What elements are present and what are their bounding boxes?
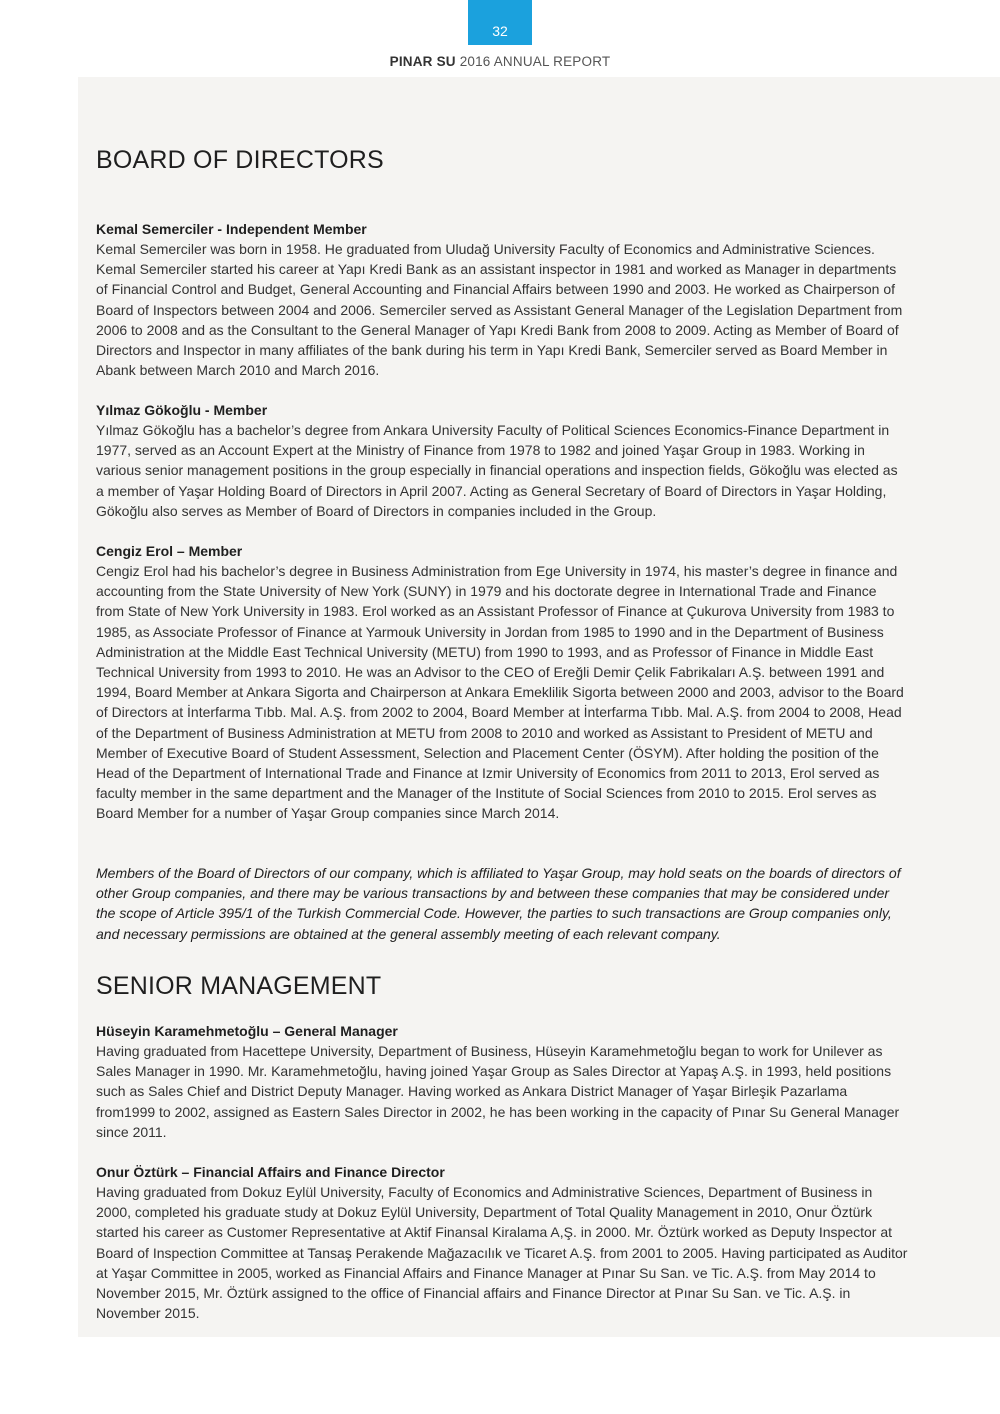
member-bio: Having graduated from Hacettepe University, Department of Business, Hüseyin Karamehmetoğlu began to work for Unilever as Sales Manager in 1990. Mr. Karamehmetoğlu, having joined Yaşar Group as Sales Director at Yapaş A.Ş. in 1993, held positions such as Sales Chief and District Deputy Manager. Having worked as Ankara District Manager of Yaşar Birleşik Pazarlama from1999 to 2002, assigned as Eastern Sales Director in 2002, he has been working in the capacity of Pınar Su General Manager since 2011. bbox=[96, 1043, 900, 1140]
member-name: Kemal Semerciler - Independent Member bbox=[96, 221, 367, 237]
member-name: Onur Öztürk – Financial Affairs and Finance Director bbox=[96, 1164, 445, 1180]
senior-management-title: SENIOR MANAGEMENT bbox=[96, 972, 382, 1000]
page-number: 32 bbox=[492, 23, 508, 39]
board-member-3 bbox=[96, 541, 908, 824]
page-number-tab bbox=[468, 0, 532, 45]
member-bio: Kemal Semerciler was born in 1958. He graduated from Uludağ University Faculty of Economics and Administrative Sciences. Kemal Semerciler started his career at Yapı Kredi Bank as an assistant inspector in 1981 and worked as Manager in departments of Financial Control and Budget, General Accounting and Financial Affairs between 1990 and 2003. He worked as Chairperson of Board of Inspectors between 2004 and 2006. Semerciler served as Assistant General Manager of the Legislation Department from 2006 to 2008 and as the Consultant to the General Manager of Yapı Kredi Bank from 2008 to 2009. Acting as Member of Board of Directors and Inspector in many affiliates of the bank during his term in Yapı Kredi Bank, Semerciler served as Board Member in Abank between March 2010 and March 2016. bbox=[96, 241, 903, 379]
member-bio: Cengiz Erol had his bachelor’s degree in Business Administration from Ege University in 1974, his master’s degree in finance and accounting from the State University of New York (SUNY) in 1979 and his doctorate degree in International Trade and Finance from State of New York University in 1983. Erol worked as an Assistant Professor of Finance at Çukurova University from 1983 to 1985, as Associate Professor of Finance at Yarmouk University in Jordan from 1985 to 1990 and in the Department of Business Administration at the Middle East Technical University (METU) from 1990 to 1993, and as Professor of Finance in Middle East Technical University from 1993 to 2010. He was an Advisor to the CEO of Ereğli Demir Çelik Fabrikaları A.Ş. between 1991 and 1994, Board Member at Ankara Sigorta and Chairperson at Ankara Emeklilik Sigorta between 2000 and 2003, advisor to the Board of Directors at İnterfarma Tıbb. Mal. A.Ş. from 2002 to 2004, Board Member at İnterfarma Tıbb. Mal. A.Ş. from 2004 to 2008, Head of the Department of Business Administration at METU from 2008 to 2010 and worked as Assistant to President of METU and Member of Executive Board of Student Assessment, Selection and Placement Center (ÖSYM). After holding the position of the Head of the Department of International Trade and Finance at Izmir University of Economics from 2011 to 2013, Erol served as faculty member in the same department and the Manager of the Institute of Social Sciences from 2010 to 2015. Erol serves as Board Member for a number of Yaşar Group companies since March 2014. bbox=[96, 563, 904, 822]
affiliation-note: Members of the Board of Directors of our company, which is affiliated to Yaşar Group, may hold seats on the boards of directors of other Group companies, and there may be various transactions by and between these companies that may be considered under the scope of Article 395/1 of the Turkish Commercial Code. However, the parties to such transactions are Group companies only, and necessary permissions are obtained at the general assembly meeting of each relevant company. bbox=[96, 865, 901, 942]
member-name: Cengiz Erol – Member bbox=[96, 543, 243, 559]
senior-member-1 bbox=[96, 1021, 908, 1142]
board-member-2 bbox=[96, 400, 908, 521]
member-bio: Yılmaz Gökoğlu has a bachelor’s degree from Ankara University Faculty of Political Sciences Economics-Finance Department in 1977, served as an Account Expert at the Ministry of Finance from 1978 to 1982 and joined Yaşar Group in 1983. Working in various senior management positions in the group especially in financial operations and inspection fields, Gökoğlu was elected as a member of Yaşar Holding Board of Directors in April 2007. Acting as General Secretary of Board of Directors in Yaşar Holding, Gökoğlu also serves as Member of Board of Directors in companies included in the Group. bbox=[96, 422, 898, 519]
board-of-directors-title: BOARD OF DIRECTORS bbox=[96, 146, 384, 174]
brand-name: PINAR SU bbox=[389, 54, 456, 69]
board-member-1 bbox=[96, 219, 908, 380]
running-header bbox=[0, 54, 1000, 69]
member-name: Yılmaz Gökoğlu - Member bbox=[96, 402, 268, 418]
member-bio: Having graduated from Dokuz Eylül University, Faculty of Economics and Administrative Sciences, Department of Business in 2000, completed his graduate study at Dokuz Eylül University, Department of Total Quality Management in 2010, Onur Öztürk started his career as Customer Representative at Aktif Finansal Kiralama A,Ş. in 2000. Mr. Öztürk worked as Deputy Inspector at Board of Inspection Committee at Tansaş Perakende Mağazacılık ve Ticaret A.Ş. from 2001 to 2005. Having participated as Auditor at Yaşar Committee in 2005, worked as Financial Affairs and Finance Manager at Pınar Su San. ve Tic. A.Ş. from May 2014 to November 2015, Mr. Öztürk assigned to the office of Financial affairs and Finance Director at Pınar Su San. ve Tic. A.Ş. in November 2015. bbox=[96, 1184, 908, 1322]
report-title: 2016 ANNUAL REPORT bbox=[459, 54, 611, 69]
senior-member-2 bbox=[96, 1162, 908, 1323]
board-affiliation-note bbox=[96, 863, 908, 944]
member-name: Hüseyin Karamehmetoğlu – General Manager bbox=[96, 1023, 398, 1039]
